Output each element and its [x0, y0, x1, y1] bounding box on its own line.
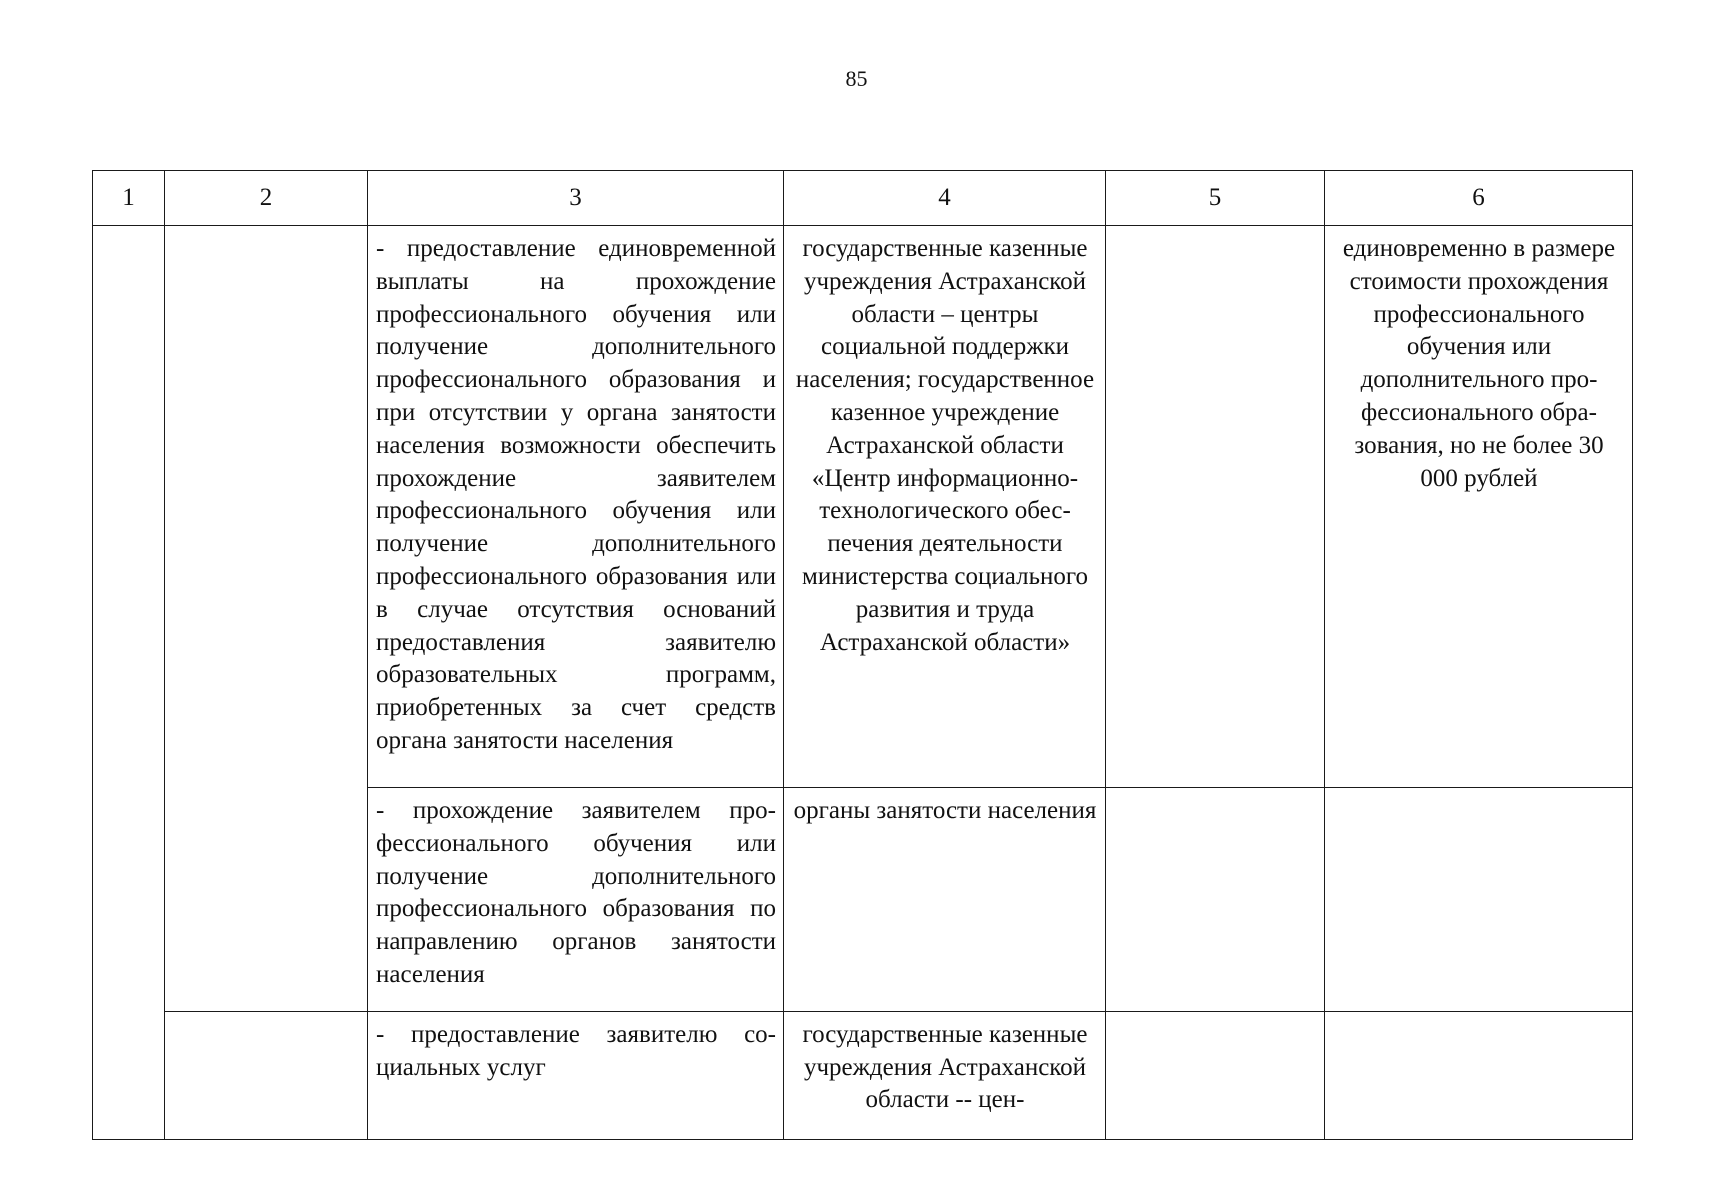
column-header-2: 2 — [165, 171, 368, 226]
table-row — [93, 1011, 1633, 1139]
table-cell-col1 — [93, 226, 165, 1140]
table-cell-amount — [1325, 787, 1633, 1011]
page-number: 85 — [845, 66, 868, 91]
table-cell-amount: единовременно в размере стоимости прохождения профессионального обучения или дополнительного профессионального образования, но не более 30 000 рублей — [1325, 226, 1633, 788]
column-header-1: 1 — [93, 171, 165, 226]
table-cell-col5 — [1106, 1011, 1325, 1139]
table-cell-col2 — [165, 1011, 368, 1139]
table-cell-service: - предоставление единовременной выплаты на прохождение профессионального обучения или получение дополнительного профессионального образования и при отсутствии у органа занятости населения возможности обеспечить прохождение заявителем профессионального обучения или получение дополнительного профессионального образования или в случае отсутствия оснований предоставления заявителю образовательных программ, приобретенных за счет средств органа занятости населения — [368, 226, 784, 788]
table-row — [93, 226, 1633, 788]
column-header-4: 4 — [784, 171, 1106, 226]
table-cell-amount — [1325, 1011, 1633, 1139]
column-header-6: 6 — [1325, 171, 1633, 226]
table-cell-col2 — [165, 226, 368, 1012]
table-cell-col5 — [1106, 226, 1325, 788]
column-header-3: 3 — [368, 171, 784, 226]
table-cell-provider: государственные казенные учреждения Астраханской области -- цен- — [784, 1011, 1106, 1139]
table-cell-col5 — [1106, 787, 1325, 1011]
column-header-5: 5 — [1106, 171, 1325, 226]
table-cell-service: - прохождение заявителем профессионального обучения или получение дополнительного профессионального образования по направлению органов занятости населения — [368, 787, 784, 1011]
table-cell-provider: государственные казенные учреждения Астраханской области – центры социальной поддержки населения; государственное казенное учреждение Астраханской области «Центр информационно-технологического обеспечения деятельности министерства социального развития и труда Астраханской области» — [784, 226, 1106, 788]
table-header-row — [93, 171, 1633, 226]
table-cell-provider: органы занятости населения — [784, 787, 1106, 1011]
services-table — [92, 170, 1633, 1140]
table-cell-service: - предоставление заявителю социальных услуг — [368, 1011, 784, 1139]
